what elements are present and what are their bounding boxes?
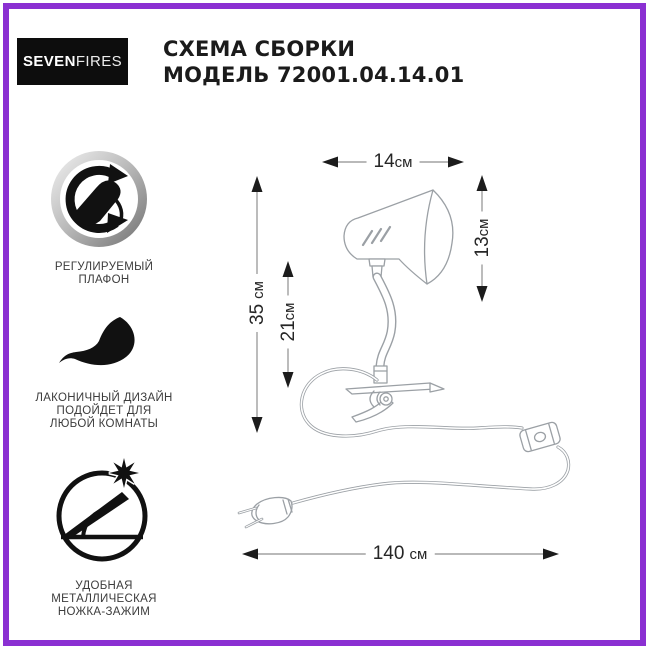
dimension-value: 35 [247,303,268,325]
brand-logo-light: FIRES [75,53,123,70]
dimension-unit: см [409,546,428,563]
dimension-unit: см [394,154,413,171]
caption-line: ЛЮБОЙ КОМНАТЫ [49,418,159,430]
dimension-shade-height [472,212,494,265]
title-line-2: МОДЕЛЬ 72001.04.14.01 [163,63,465,87]
dimension-cable-length [366,543,435,565]
clip [346,383,444,422]
dimension-unit: см [475,218,492,237]
caption-line: РЕГУЛИРУЕМЫЙ [54,261,154,273]
caption-line: МЕТАЛЛИЧЕСКАЯ [51,593,157,605]
caption-line: ПОДОЙДЕТ ДЛЯ [56,405,152,417]
dimension-value: 21 [278,320,299,342]
title-line-1: СХЕМА СБОРКИ [163,37,356,61]
dimension-unit: см [281,302,298,321]
dimension-unit: см [250,281,267,299]
dimension-shade-width [367,151,420,173]
inline-switch [519,421,562,453]
caption-line: ЛАКОНИЧНЫЙ ДИЗАЙН [35,392,173,404]
gooseneck-arm [374,277,392,383]
caption-line: ПЛАФОН [78,274,130,286]
power-plug [239,497,292,527]
caption-line: УДОБНАЯ [75,580,133,592]
dimension-total-height [247,274,269,332]
dimension-value: 140 [372,543,405,564]
dimension-value: 13 [472,236,493,258]
dimension-value: 14 [373,151,395,172]
dimension-clip-height [278,296,300,349]
brand-logo-bold: SEVEN [22,53,76,70]
lamp-shade [344,190,453,284]
caption-line: НОЖКА-ЗАЖИМ [57,606,151,618]
